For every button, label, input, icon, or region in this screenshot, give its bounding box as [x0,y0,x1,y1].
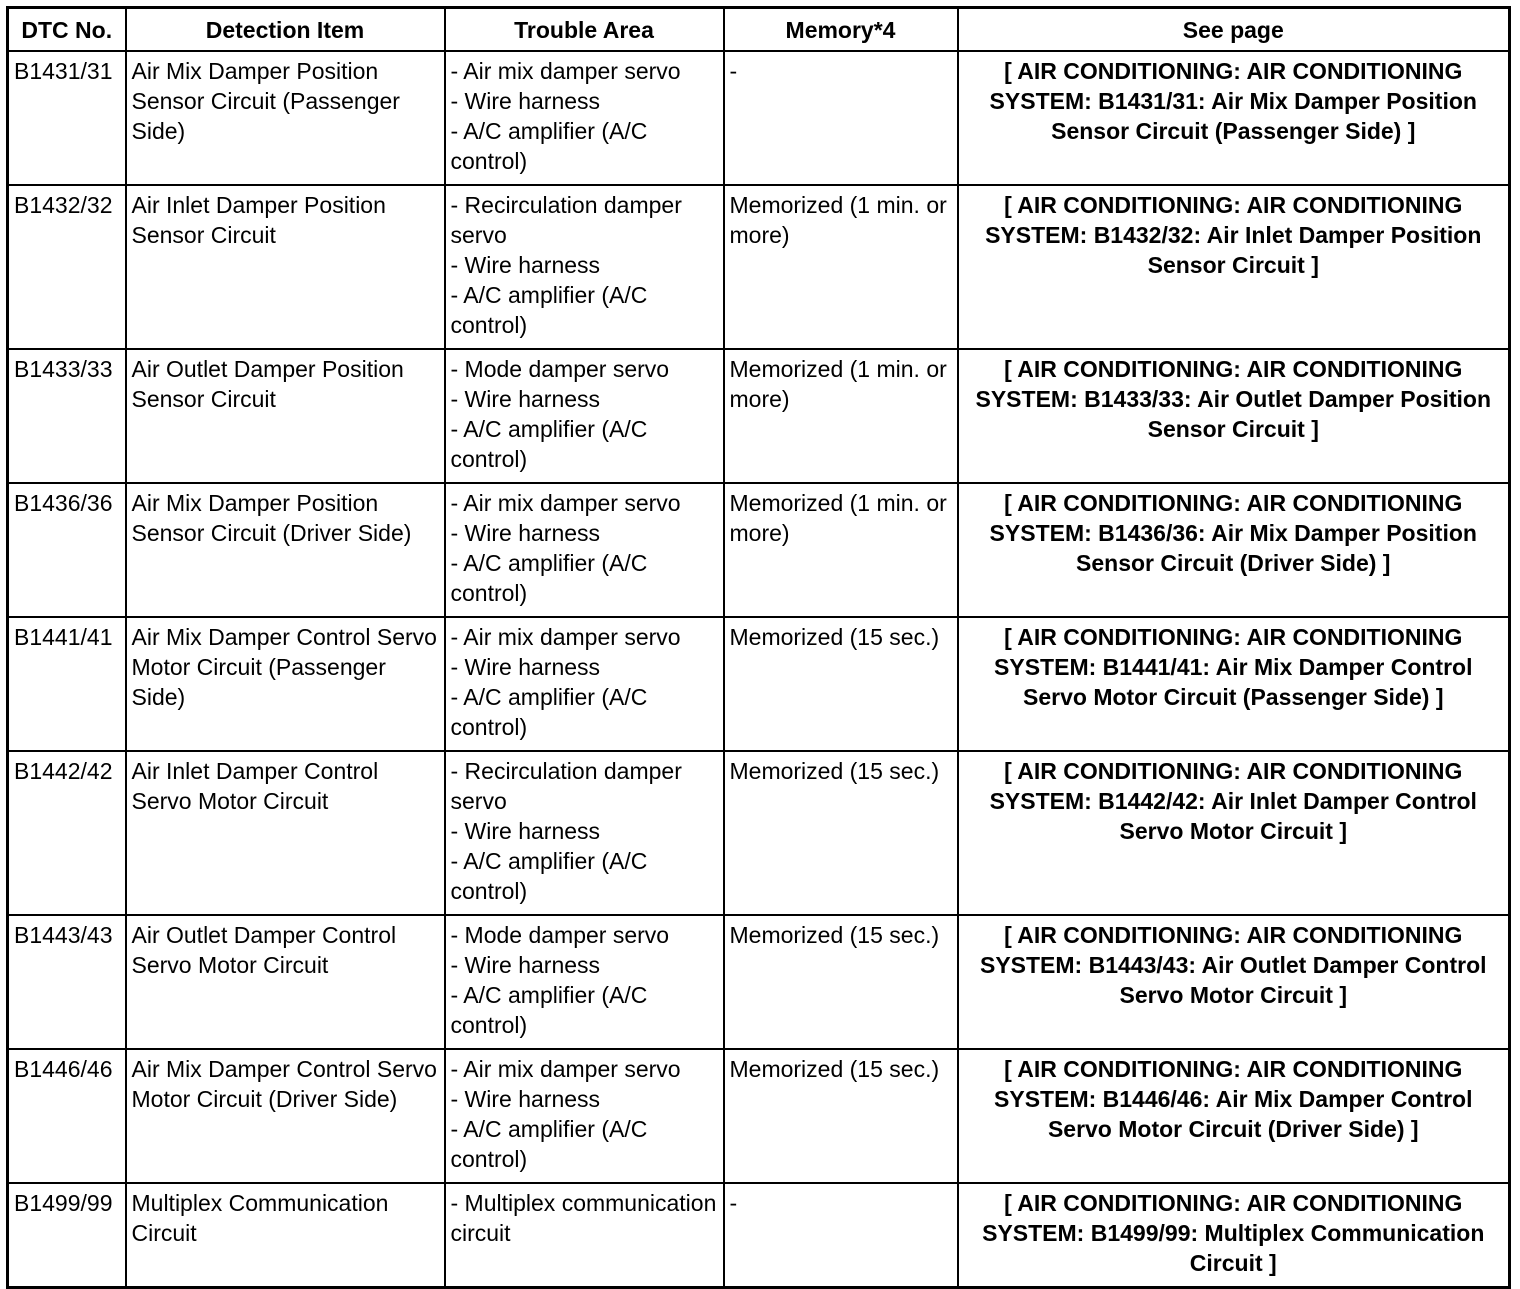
table-row [8,1183,1510,1288]
memory: - [724,1183,958,1288]
table-row [8,51,1510,185]
detection-item: Air Mix Damper Position Sensor Circuit (Passenger Side) [126,51,445,185]
trouble-area [445,915,724,1049]
table-row [8,915,1510,1049]
table-row [8,617,1510,751]
trouble-area-line: - Mode damper servo [450,356,670,382]
trouble-area [445,51,724,185]
trouble-area-line: - Air mix damper servo [450,490,681,516]
dtc-number: B1441/41 [8,617,126,751]
header-see-page: See page [958,8,1510,52]
detection-item: Air Inlet Damper Position Sensor Circuit [126,185,445,349]
see-page-link[interactable]: [ AIR CONDITIONING: AIR CONDITIONING SYSTEM: B1499/99: Multiplex Communication Circuit ] [958,1183,1510,1288]
trouble-area-line: - Recirculation damper servo [450,192,682,248]
table-row [8,1049,1510,1183]
memory: Memorized (1 min. or more) [724,483,958,617]
dtc-number: B1432/32 [8,185,126,349]
trouble-area-line: - Multiplex communication circuit [450,1190,717,1246]
memory: Memorized (15 sec.) [724,1049,958,1183]
trouble-area-line: - A/C amplifier (A/C control) [450,982,648,1038]
trouble-area-line: - A/C amplifier (A/C control) [450,848,648,904]
table-row [8,349,1510,483]
see-page-link[interactable]: [ AIR CONDITIONING: AIR CONDITIONING SYSTEM: B1436/36: Air Mix Damper Position Sensor Circuit (Driver Side) ] [958,483,1510,617]
memory: Memorized (15 sec.) [724,751,958,915]
trouble-area-line: - A/C amplifier (A/C control) [450,684,648,740]
see-page-link[interactable]: [ AIR CONDITIONING: AIR CONDITIONING SYSTEM: B1442/42: Air Inlet Damper Control Servo Motor Circuit ] [958,751,1510,915]
see-page-link[interactable]: [ AIR CONDITIONING: AIR CONDITIONING SYSTEM: B1446/46: Air Mix Damper Control Servo Motor Circuit (Driver Side) ] [958,1049,1510,1183]
trouble-area [445,617,724,751]
trouble-area-line: - Wire harness [450,952,601,978]
see-page-link[interactable]: [ AIR CONDITIONING: AIR CONDITIONING SYSTEM: B1432/32: Air Inlet Damper Position Sensor Circuit ] [958,185,1510,349]
see-page-link[interactable]: [ AIR CONDITIONING: AIR CONDITIONING SYSTEM: B1433/33: Air Outlet Damper Position Sensor Circuit ] [958,349,1510,483]
see-page-link[interactable]: [ AIR CONDITIONING: AIR CONDITIONING SYSTEM: B1441/41: Air Mix Damper Control Servo Motor Circuit (Passenger Side) ] [958,617,1510,751]
table-row [8,483,1510,617]
dtc-number: B1442/42 [8,751,126,915]
detection-item: Air Mix Damper Control Servo Motor Circuit (Passenger Side) [126,617,445,751]
trouble-area-line: - A/C amplifier (A/C control) [450,118,648,174]
trouble-area-line: - Air mix damper servo [450,1056,681,1082]
trouble-area-line: - Wire harness [450,1086,601,1112]
detection-item: Air Outlet Damper Control Servo Motor Circuit [126,915,445,1049]
memory: Memorized (15 sec.) [724,915,958,1049]
table-row [8,751,1510,915]
memory: Memorized (15 sec.) [724,617,958,751]
dtc-number: B1433/33 [8,349,126,483]
trouble-area-line: - Wire harness [450,88,601,114]
trouble-area-line: - Wire harness [450,520,601,546]
trouble-area-line: - A/C amplifier (A/C control) [450,282,648,338]
dtc-number: B1499/99 [8,1183,126,1288]
dtc-number: B1446/46 [8,1049,126,1183]
trouble-area-line: - Wire harness [450,818,601,844]
dtc-number: B1436/36 [8,483,126,617]
table-row [8,185,1510,349]
memory: Memorized (1 min. or more) [724,185,958,349]
see-page-link[interactable]: [ AIR CONDITIONING: AIR CONDITIONING SYSTEM: B1431/31: Air Mix Damper Position Sensor Circuit (Passenger Side) ] [958,51,1510,185]
trouble-area-line: - A/C amplifier (A/C control) [450,550,648,606]
trouble-area [445,185,724,349]
header-memory: Memory*4 [724,8,958,52]
header-row [8,8,1510,52]
detection-item: Air Mix Damper Position Sensor Circuit (Driver Side) [126,483,445,617]
trouble-area [445,483,724,617]
detection-item: Multiplex Communication Circuit [126,1183,445,1288]
header-trouble-area: Trouble Area [445,8,724,52]
dtc-number: B1431/31 [8,51,126,185]
dtc-table [6,6,1511,1289]
memory: - [724,51,958,185]
detection-item: Air Outlet Damper Position Sensor Circuit [126,349,445,483]
detection-item: Air Mix Damper Control Servo Motor Circuit (Driver Side) [126,1049,445,1183]
trouble-area-line: - Air mix damper servo [450,58,681,84]
trouble-area-line: - Recirculation damper servo [450,758,682,814]
trouble-area-line: - Mode damper servo [450,922,670,948]
see-page-link[interactable]: [ AIR CONDITIONING: AIR CONDITIONING SYSTEM: B1443/43: Air Outlet Damper Control Servo Motor Circuit ] [958,915,1510,1049]
trouble-area-line: - Wire harness [450,654,601,680]
trouble-area [445,751,724,915]
detection-item: Air Inlet Damper Control Servo Motor Circuit [126,751,445,915]
trouble-area-line: - Wire harness [450,386,601,412]
trouble-area-line: - Air mix damper servo [450,624,681,650]
trouble-area [445,1183,724,1288]
dtc-number: B1443/43 [8,915,126,1049]
header-dtc-no: DTC No. [8,8,126,52]
trouble-area-line: - A/C amplifier (A/C control) [450,416,648,472]
trouble-area-line: - A/C amplifier (A/C control) [450,1116,648,1172]
trouble-area [445,349,724,483]
memory: Memorized (1 min. or more) [724,349,958,483]
trouble-area [445,1049,724,1183]
header-detection-item: Detection Item [126,8,445,52]
trouble-area-line: - Wire harness [450,252,601,278]
